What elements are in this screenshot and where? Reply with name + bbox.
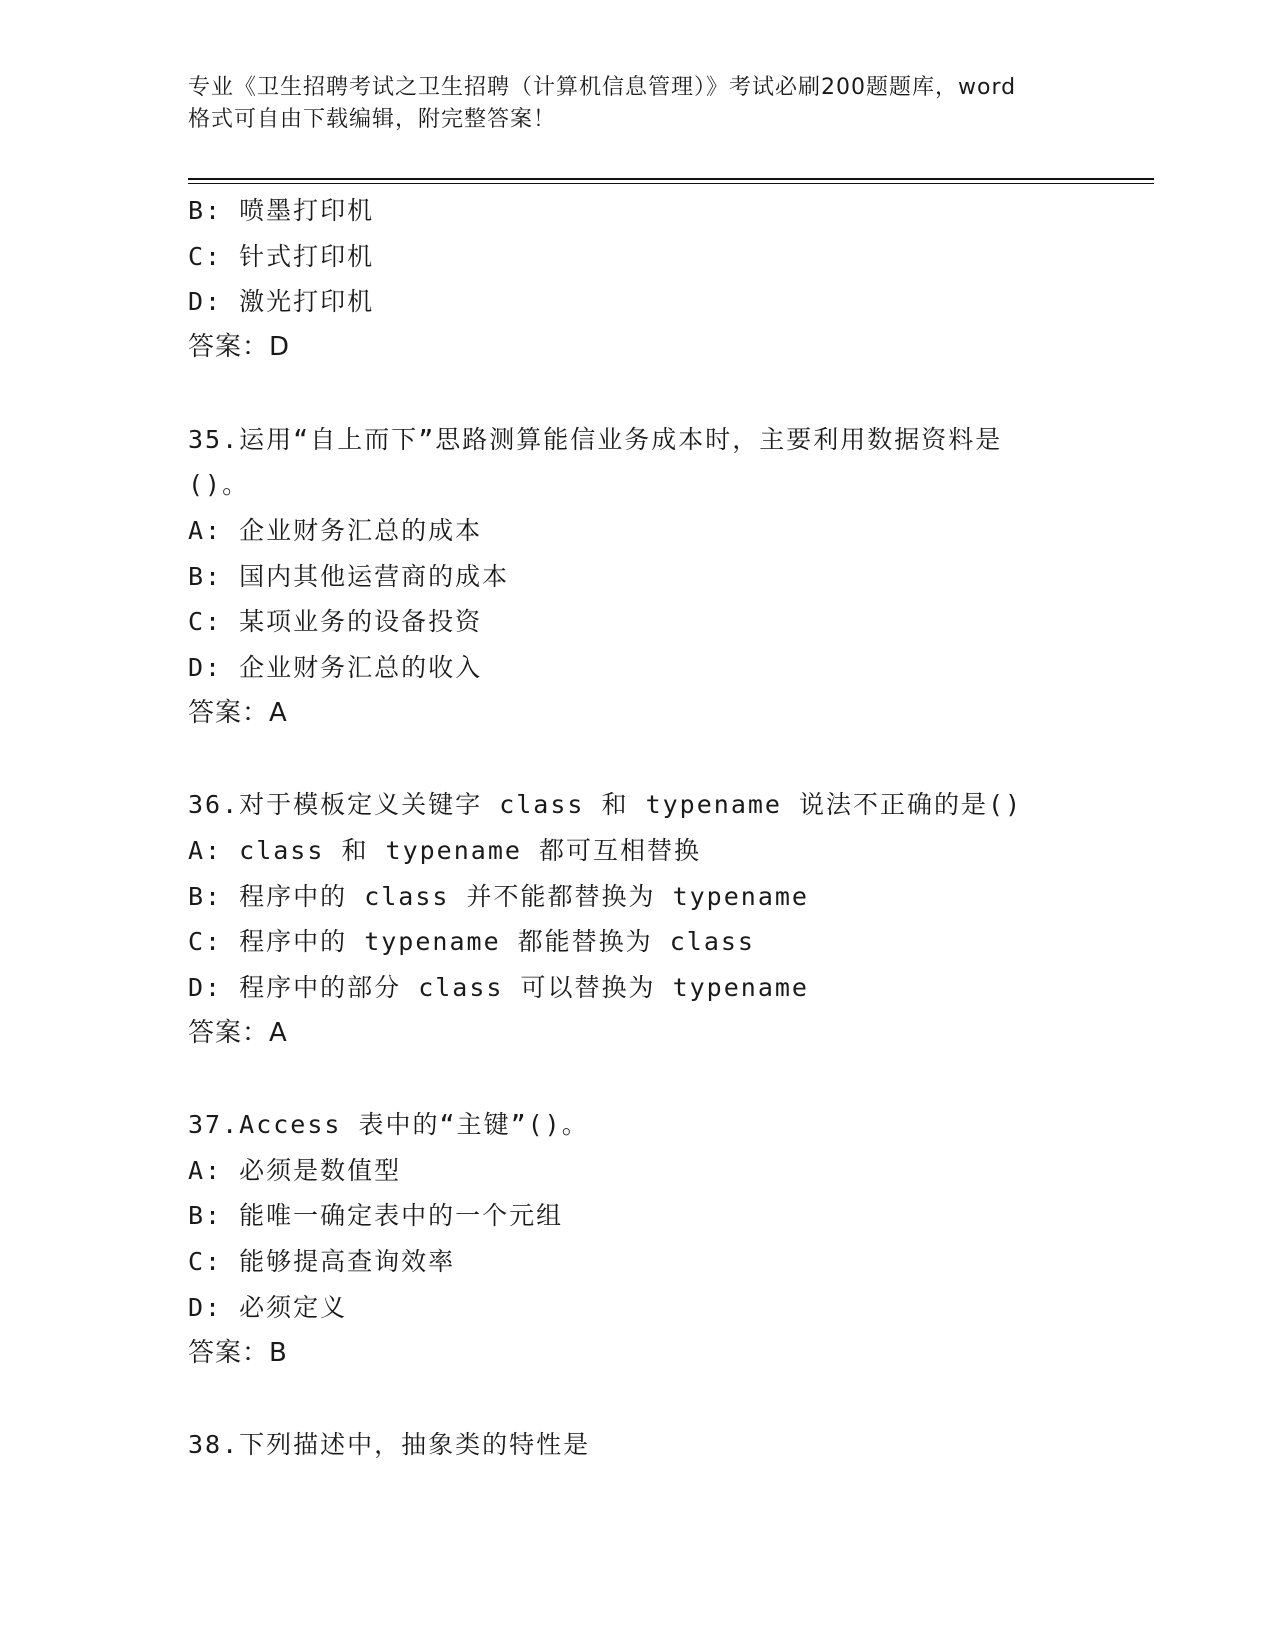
q34-option-c: C: 针式打印机 — [188, 241, 375, 271]
q37-option-b: B: 能唯一确定表中的一个元组 — [188, 1201, 564, 1231]
q37-option-a: A: 必须是数值型 — [188, 1155, 402, 1185]
q36-answer: 答案：A — [188, 1017, 288, 1048]
q36-option-a: A: class 和 typename 都可互相替换 — [188, 835, 701, 865]
q36-question: 36.对于模板定义关键字 class 和 typename 说法不正确的是() — [188, 790, 1023, 820]
q35-option-a: A: 企业财务汇总的成本 — [188, 515, 483, 545]
q37-answer: 答案：B — [188, 1337, 288, 1368]
spacer — [188, 1376, 1088, 1422]
q37-option-c: C: 能够提高查询效率 — [188, 1247, 456, 1277]
document-body — [188, 188, 1088, 1468]
q34-answer: 答案：D — [188, 332, 291, 363]
q36-option-d: D: 程序中的部分 class 可以替换为 typename — [188, 972, 809, 1002]
q36-option-c: C: 程序中的 typename 都能替换为 class — [188, 927, 755, 957]
q34-option-b: B: 喷墨打印机 — [188, 196, 375, 225]
q38-question: 38.下列描述中，抽象类的特性是 — [188, 1429, 591, 1459]
spacer — [188, 736, 1088, 782]
q37-question: 37.Access 表中的“主键”()。 — [188, 1110, 589, 1140]
question-36-block — [188, 782, 1088, 1056]
q35-option-b: B: 国内其他运营商的成本 — [188, 561, 510, 591]
question-34-block — [188, 188, 1088, 371]
q35-question-line-1: 35.运用“自上而下”思路测算能信业务成本时，主要利用数据资料是 — [188, 424, 1003, 454]
question-35-block — [188, 417, 1088, 737]
header-line-2: 格式可自由下载编辑，附完整答案！ — [188, 107, 557, 132]
q35-option-d: D: 企业财务汇总的收入 — [188, 653, 483, 683]
header-line-1: 专业《卫生招聘考试之卫生招聘（计算机信息管理）》考试必刷200题题库，word — [188, 75, 1017, 100]
q34-option-d: D: 激光打印机 — [188, 287, 375, 317]
spacer — [188, 1056, 1088, 1102]
question-37-block — [188, 1102, 1088, 1376]
q35-question-line-2: ()。 — [188, 470, 250, 500]
question-38-block — [188, 1422, 1088, 1468]
q35-option-c: C: 某项业务的设备投资 — [188, 607, 483, 637]
q35-answer: 答案：A — [188, 697, 288, 728]
q37-option-d: D: 必须定义 — [188, 1292, 348, 1322]
spacer — [188, 371, 1088, 417]
header-divider-thick — [188, 178, 1154, 180]
header-divider-thin — [188, 183, 1154, 184]
document-header — [188, 72, 1088, 136]
q36-option-b: B: 程序中的 class 并不能都替换为 typename — [188, 881, 809, 911]
